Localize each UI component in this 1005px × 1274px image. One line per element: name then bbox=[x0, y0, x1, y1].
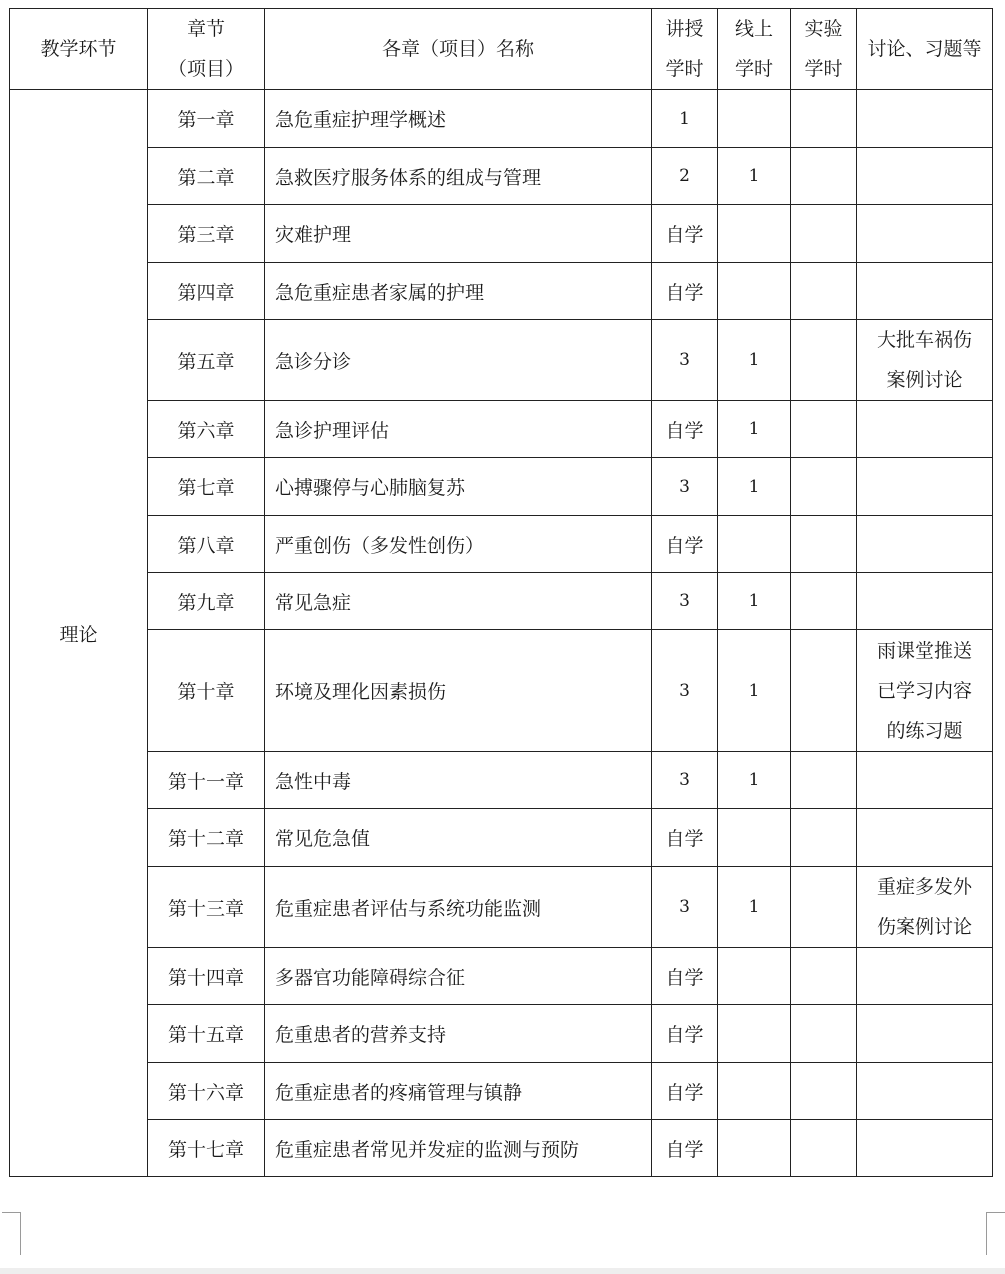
lab-hours-cell bbox=[791, 320, 857, 401]
header-chapter-line1: 章节 bbox=[186, 18, 225, 40]
page-corner-mark-right bbox=[986, 1212, 1005, 1255]
discussion-line: 雨课堂推送 bbox=[876, 639, 972, 662]
lab-hours-cell bbox=[791, 516, 857, 573]
discussion-cell bbox=[857, 867, 993, 948]
online-hours-cell bbox=[718, 263, 791, 320]
chapter-name-cell: 急危重症患者家属的护理 bbox=[265, 263, 652, 320]
chapter-cell: 第十二章 bbox=[148, 809, 265, 867]
online-hours-cell: 1 bbox=[718, 867, 791, 948]
lab-hours-cell bbox=[791, 948, 857, 1005]
lecture-hours-cell: 自学 bbox=[652, 263, 718, 320]
chapter-cell: 第一章 bbox=[148, 90, 265, 148]
online-hours-cell bbox=[718, 205, 791, 263]
table-row bbox=[10, 320, 993, 401]
table-row bbox=[10, 1063, 993, 1120]
lab-hours-cell bbox=[791, 630, 857, 752]
lecture-hours-cell: 自学 bbox=[652, 516, 718, 573]
online-hours-cell: 1 bbox=[718, 320, 791, 401]
discussion-cell bbox=[857, 1005, 993, 1063]
table-row bbox=[10, 867, 993, 948]
chapter-name-cell: 常见急症 bbox=[265, 573, 652, 630]
chapter-cell: 第十一章 bbox=[148, 752, 265, 809]
online-hours-cell bbox=[718, 809, 791, 867]
online-hours-cell bbox=[718, 90, 791, 148]
lecture-hours-cell: 1 bbox=[652, 90, 718, 148]
discussion-cell bbox=[857, 320, 993, 401]
lab-hours-cell bbox=[791, 573, 857, 630]
lab-hours-cell bbox=[791, 752, 857, 809]
discussion-line: 已学习内容 bbox=[876, 679, 972, 702]
curriculum-table bbox=[9, 8, 993, 1177]
header-row bbox=[10, 9, 993, 90]
chapter-name-cell: 危重患者的营养支持 bbox=[265, 1005, 652, 1063]
chapter-cell: 第九章 bbox=[148, 573, 265, 630]
discussion-cell bbox=[857, 458, 993, 516]
lecture-hours-cell: 3 bbox=[652, 867, 718, 948]
chapter-name-cell: 急诊分诊 bbox=[265, 320, 652, 401]
online-hours-cell: 1 bbox=[718, 458, 791, 516]
online-hours-cell: 1 bbox=[718, 630, 791, 752]
chapter-cell: 第四章 bbox=[148, 263, 265, 320]
discussion-line: 案例讨论 bbox=[886, 369, 963, 391]
section-cell: 理论 bbox=[10, 90, 148, 1177]
discussion-cell bbox=[857, 752, 993, 809]
table-row bbox=[10, 809, 993, 867]
online-hours-cell bbox=[718, 516, 791, 573]
header-online-line1: 线上 bbox=[734, 18, 773, 40]
table-row bbox=[10, 205, 993, 263]
lab-hours-cell bbox=[791, 1120, 857, 1177]
chapter-name-cell: 急危重症护理学概述 bbox=[265, 90, 652, 148]
lab-hours-cell bbox=[791, 867, 857, 948]
lab-hours-cell bbox=[791, 90, 857, 148]
chapter-cell: 第七章 bbox=[148, 458, 265, 516]
chapter-cell: 第十七章 bbox=[148, 1120, 265, 1177]
discussion-cell bbox=[857, 205, 993, 263]
discussion-cell bbox=[857, 573, 993, 630]
chapter-name-cell: 急救医疗服务体系的组成与管理 bbox=[265, 148, 652, 205]
lab-hours-cell bbox=[791, 148, 857, 205]
discussion-cell bbox=[857, 516, 993, 573]
chapter-cell: 第十三章 bbox=[148, 867, 265, 948]
table-row bbox=[10, 752, 993, 809]
table-row bbox=[10, 630, 993, 752]
online-hours-cell: 1 bbox=[718, 401, 791, 458]
chapter-name-cell: 危重症患者常见并发症的监测与预防 bbox=[265, 1120, 652, 1177]
lab-hours-cell bbox=[791, 1005, 857, 1063]
online-hours-cell: 1 bbox=[718, 752, 791, 809]
header-chapter bbox=[148, 9, 265, 90]
lab-hours-cell bbox=[791, 205, 857, 263]
chapter-cell: 第十六章 bbox=[148, 1063, 265, 1120]
discussion-line: 伤案例讨论 bbox=[876, 916, 972, 938]
header-online-line2: 学时 bbox=[734, 58, 773, 80]
header-lecture-line1: 讲授 bbox=[665, 18, 704, 40]
page-bottom-edge bbox=[0, 1268, 1005, 1274]
header-online-hours bbox=[718, 9, 791, 90]
chapter-name-cell: 环境及理化因素损伤 bbox=[265, 630, 652, 752]
online-hours-cell bbox=[718, 1005, 791, 1063]
lecture-hours-cell: 自学 bbox=[652, 1120, 718, 1177]
discussion-cell bbox=[857, 1063, 993, 1120]
online-hours-cell bbox=[718, 1120, 791, 1177]
table-row bbox=[10, 401, 993, 458]
header-lecture-line2: 学时 bbox=[665, 58, 704, 80]
lab-hours-cell bbox=[791, 1063, 857, 1120]
table-row bbox=[10, 1120, 993, 1177]
lecture-hours-cell: 3 bbox=[652, 752, 718, 809]
header-section: 教学环节 bbox=[10, 9, 148, 90]
header-chapter-line2: （项目） bbox=[167, 58, 244, 80]
table-row bbox=[10, 263, 993, 320]
chapter-name-cell: 急诊护理评估 bbox=[265, 401, 652, 458]
lecture-hours-cell: 自学 bbox=[652, 1063, 718, 1120]
lab-hours-cell bbox=[791, 809, 857, 867]
discussion-line: 重症多发外 bbox=[876, 876, 972, 898]
discussion-cell bbox=[857, 809, 993, 867]
online-hours-cell: 1 bbox=[718, 148, 791, 205]
lecture-hours-cell: 自学 bbox=[652, 948, 718, 1005]
header-lecture-hours bbox=[652, 9, 718, 90]
discussion-cell bbox=[857, 148, 993, 205]
chapter-cell: 第五章 bbox=[148, 320, 265, 401]
discussion-cell bbox=[857, 630, 993, 752]
header-lab-line2: 学时 bbox=[804, 58, 843, 80]
online-hours-cell bbox=[718, 948, 791, 1005]
chapter-cell: 第十五章 bbox=[148, 1005, 265, 1063]
table-row bbox=[10, 516, 993, 573]
lab-hours-cell bbox=[791, 263, 857, 320]
chapter-name-cell: 危重症患者的疼痛管理与镇静 bbox=[265, 1063, 652, 1120]
chapter-cell: 第二章 bbox=[148, 148, 265, 205]
table-row bbox=[10, 573, 993, 630]
table-row bbox=[10, 1005, 993, 1063]
chapter-cell: 第十章 bbox=[148, 630, 265, 752]
discussion-cell bbox=[857, 1120, 993, 1177]
lab-hours-cell bbox=[791, 401, 857, 458]
header-lab-line1: 实验 bbox=[804, 18, 843, 40]
online-hours-cell: 1 bbox=[718, 573, 791, 630]
table-row bbox=[10, 148, 993, 205]
header-name: 各章（项目）名称 bbox=[265, 9, 652, 90]
chapter-name-cell: 灾难护理 bbox=[265, 205, 652, 263]
page-corner-mark-left bbox=[2, 1212, 21, 1255]
lecture-hours-cell: 自学 bbox=[652, 809, 718, 867]
table-row bbox=[10, 948, 993, 1005]
lecture-hours-cell: 自学 bbox=[652, 1005, 718, 1063]
header-lab-hours bbox=[791, 9, 857, 90]
lecture-hours-cell: 3 bbox=[652, 630, 718, 752]
chapter-name-cell: 急性中毒 bbox=[265, 752, 652, 809]
chapter-name-cell: 心搏骤停与心肺脑复苏 bbox=[265, 458, 652, 516]
lab-hours-cell bbox=[791, 458, 857, 516]
chapter-name-cell: 常见危急值 bbox=[265, 809, 652, 867]
discussion-cell bbox=[857, 263, 993, 320]
header-discussion: 讨论、习题等 bbox=[857, 9, 993, 90]
lecture-hours-cell: 自学 bbox=[652, 401, 718, 458]
chapter-name-cell: 严重创伤（多发性创伤） bbox=[265, 516, 652, 573]
discussion-cell bbox=[857, 401, 993, 458]
lecture-hours-cell: 自学 bbox=[652, 205, 718, 263]
chapter-cell: 第六章 bbox=[148, 401, 265, 458]
chapter-name-cell: 多器官功能障碍综合征 bbox=[265, 948, 652, 1005]
online-hours-cell bbox=[718, 1063, 791, 1120]
discussion-cell bbox=[857, 90, 993, 148]
discussion-cell bbox=[857, 948, 993, 1005]
table-row bbox=[10, 458, 993, 516]
lecture-hours-cell: 3 bbox=[652, 573, 718, 630]
lecture-hours-cell: 3 bbox=[652, 458, 718, 516]
chapter-name-cell: 危重症患者评估与系统功能监测 bbox=[265, 867, 652, 948]
table-row bbox=[10, 90, 993, 148]
chapter-cell: 第八章 bbox=[148, 516, 265, 573]
discussion-line: 大批车祸伤 bbox=[876, 329, 972, 351]
lecture-hours-cell: 2 bbox=[652, 148, 718, 205]
discussion-line: 的练习题 bbox=[886, 719, 963, 742]
lecture-hours-cell: 3 bbox=[652, 320, 718, 401]
chapter-cell: 第十四章 bbox=[148, 948, 265, 1005]
chapter-cell: 第三章 bbox=[148, 205, 265, 263]
